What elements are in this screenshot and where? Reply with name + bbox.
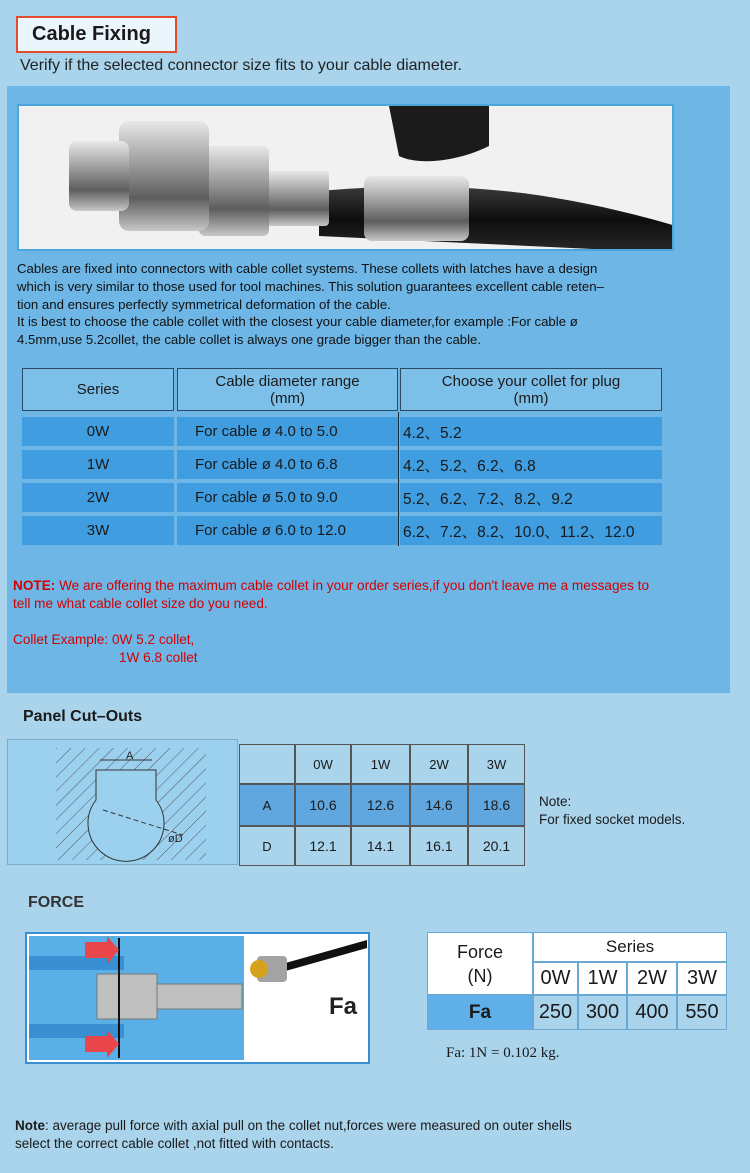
- connector-photo: [17, 104, 674, 251]
- footer-line: select the correct cable collet ,not fitted with contacts.: [15, 1136, 334, 1151]
- footer-note-text: : average pull force with axial pull on the collet nut,forces were measured on outer shells: [45, 1118, 572, 1133]
- note-label: NOTE:: [13, 578, 56, 593]
- title-text: Cable Fixing: [32, 23, 151, 45]
- force-diagram: [25, 932, 370, 1064]
- intro-paragraph: [17, 260, 717, 349]
- series-header: Series: [533, 932, 727, 962]
- force-header: [427, 932, 533, 995]
- cutout-header: 2W: [410, 744, 468, 784]
- cutout-header: 1W: [351, 744, 410, 784]
- cutout-diagram: [7, 739, 238, 865]
- intro-line: Cables are fixed into connectors with cable collet systems. These collets with latches have a design: [17, 261, 598, 276]
- footer-line: [15, 1117, 740, 1135]
- force-value: 250: [533, 995, 578, 1030]
- table-cell-collet: 4.2、5.2、6.2、6.8: [400, 450, 662, 479]
- note-text: We are offering the maximum cable collet in your order series,if you don't leave me a messages to: [55, 578, 650, 593]
- cutout-cell: 12.6: [351, 784, 410, 826]
- cutout-cell: 18.6: [468, 784, 525, 826]
- collet-example: [13, 631, 198, 667]
- table-cell-collet: 5.2、6.2、7.2、8.2、9.2: [400, 483, 662, 512]
- force-formula: Fa: 1N = 0.102 kg.: [446, 1045, 560, 1061]
- table-cell-series: 1W: [22, 450, 174, 479]
- table-header-collet: Choose your collet for plug (mm): [400, 368, 662, 411]
- collet-note: [13, 577, 725, 613]
- cutout-row-label: A: [239, 784, 295, 826]
- cutout-cell: 14.1: [351, 826, 410, 866]
- cutout-hatch-drawing: [8, 740, 239, 866]
- table-cell-diameter: For cable ø 6.0 to 12.0: [177, 516, 398, 545]
- cutout-cell: 14.6: [410, 784, 468, 826]
- force-col-header: 0W: [533, 962, 578, 995]
- cutout-note-label: Note:: [539, 794, 572, 809]
- table-cell-series: 2W: [22, 483, 174, 512]
- force-col-header: 3W: [677, 962, 727, 995]
- intro-line: which is very similar to those used for tool machines. This solution guarantees excellent cable reten–: [17, 278, 604, 294]
- cutout-cell: 12.1: [295, 826, 351, 866]
- panel-cutouts-title: Panel Cut–Outs: [23, 708, 143, 725]
- force-col-header: 2W: [627, 962, 677, 995]
- force-title: FORCE: [28, 894, 84, 911]
- cutout-cell: 20.1: [468, 826, 525, 866]
- footer-note: [15, 1117, 740, 1153]
- table-divider: [398, 412, 399, 546]
- table-cell-diameter: For cable ø 4.0 to 5.0: [177, 417, 398, 446]
- note-line: tell me what cable collet size do you need.: [13, 596, 268, 611]
- table-cell-diameter: For cable ø 4.0 to 6.8: [177, 450, 398, 479]
- force-drawing: [27, 934, 368, 1062]
- cutout-header: 0W: [295, 744, 351, 784]
- connector-illustration: [19, 106, 674, 251]
- cutout-header: 3W: [468, 744, 525, 784]
- section-subtitle: Verify if the selected connector size fits to your cable diameter.: [20, 57, 462, 74]
- force-col-header: 1W: [578, 962, 627, 995]
- diagram-label-d: øD: [168, 833, 183, 845]
- table-cell-collet: 6.2、7.2、8.2、10.0、11.2、12.0: [400, 516, 662, 545]
- cutout-cell: 16.1: [410, 826, 468, 866]
- diagram-label-a: A: [126, 750, 134, 762]
- note-line: [13, 577, 725, 595]
- cutout-header-empty: [239, 744, 295, 784]
- footer-note-label: Note: [15, 1118, 45, 1133]
- table-header-series: Series: [22, 368, 174, 411]
- table-cell-collet: 4.2、5.2: [400, 417, 662, 446]
- intro-line: tion and ensures perfectly symmetrical deformation of the cable.: [17, 296, 391, 312]
- force-value: 300: [578, 995, 627, 1030]
- intro-line: It is best to choose the cable collet with the closest your cable diameter,for example :For cable ø: [17, 314, 578, 330]
- force-header-label: Force: [456, 941, 503, 962]
- table-cell-series: 0W: [22, 417, 174, 446]
- force-value: 400: [627, 995, 677, 1030]
- example-line: 1W 6.8 collet: [119, 650, 198, 665]
- intro-line: 4.5mm,use 5.2collet, the cable collet is always one grade bigger than the cable.: [17, 332, 482, 348]
- section-title-cable-fixing: [16, 16, 177, 53]
- table-header-diameter: Cable diameter range (mm): [177, 368, 398, 411]
- cutout-row-label: D: [239, 826, 295, 866]
- cutout-cell: 10.6: [295, 784, 351, 826]
- table-cell-series: 3W: [22, 516, 174, 545]
- diagram-label-fa: Fa: [329, 993, 358, 1020]
- cutout-note-text: For fixed socket models.: [539, 812, 686, 827]
- example-line: Collet Example: 0W 5.2 collet,: [13, 632, 195, 647]
- cutout-note: [539, 793, 685, 829]
- force-value: 550: [677, 995, 727, 1030]
- table-cell-diameter: For cable ø 5.0 to 9.0: [177, 483, 398, 512]
- force-header-unit: (N): [467, 965, 493, 986]
- force-row-label: Fa: [427, 995, 533, 1030]
